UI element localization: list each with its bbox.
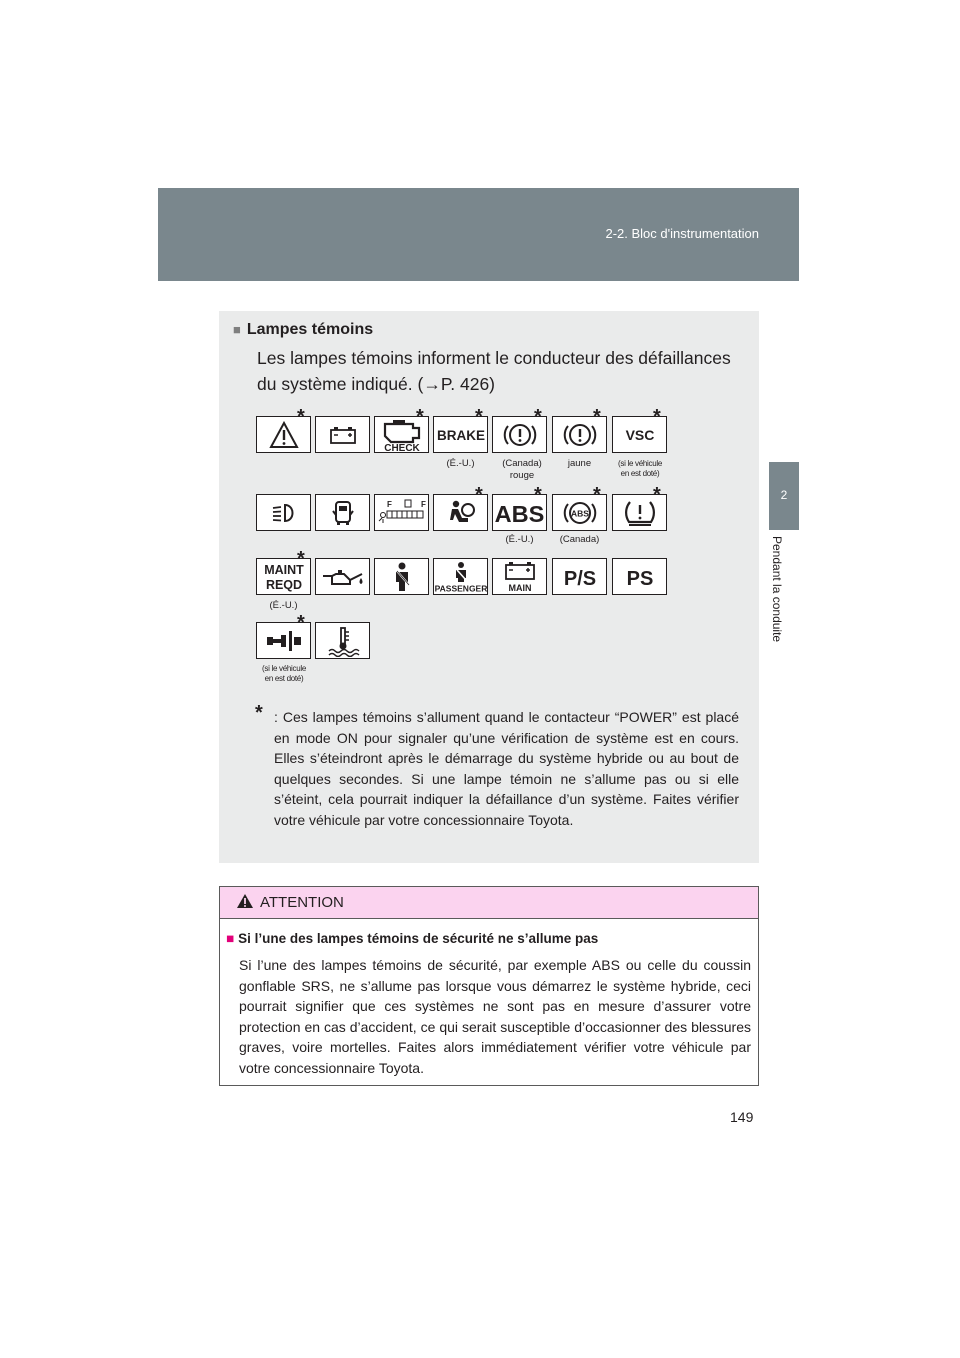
chapter-tab <box>769 462 799 530</box>
charging-system-icon <box>315 416 370 453</box>
footnote <box>255 702 739 830</box>
svg-text:F: F <box>420 499 426 509</box>
section-title: 2-2. Bloc d'instrumentation <box>605 226 759 241</box>
chapter-label: Pendant la conduite <box>770 536 784 643</box>
abs-canada-icon <box>552 494 607 531</box>
caption-canada: (Canada) <box>502 458 542 469</box>
page-number: 149 <box>730 1109 754 1125</box>
main-text: MAIN <box>508 582 531 593</box>
abs-small-text: ABS <box>570 508 589 518</box>
bullet-square-icon: ■ <box>226 931 235 946</box>
maint-text: MAINT <box>263 562 304 577</box>
warning-title: Si l’une des lampes témoins de sécurité ne s’allume pas <box>238 931 599 946</box>
tire-pressure-icon <box>612 494 667 531</box>
caption-abs-us: (É.-U.) <box>505 534 534 545</box>
power-steering-ps-icon <box>612 558 667 595</box>
abs-text: ABS <box>494 500 545 527</box>
brake-text: BRAKE <box>436 427 485 443</box>
high-coolant-temperature-icon <box>315 622 370 659</box>
headlight-indicator-icon <box>256 494 311 531</box>
brake-system-canada-red-icon <box>492 416 547 453</box>
ps-slash-text: P/S <box>563 567 596 589</box>
passenger-seat-belt-icon <box>433 558 488 595</box>
caption-vsc-if-equipped <box>609 459 671 479</box>
low-fuel-icon <box>374 494 429 531</box>
brake-system-yellow-icon <box>552 416 607 453</box>
caption-equipped: en est doté) <box>264 674 304 683</box>
panel-title-row <box>233 321 373 339</box>
panel-title: Lampes témoins <box>246 321 374 338</box>
svg-text:F: F <box>386 499 392 509</box>
caption-canada-red <box>492 458 552 482</box>
srs-airbag-icon <box>433 494 488 531</box>
warning-box <box>219 886 759 1086</box>
caption-red: rouge <box>509 470 535 481</box>
caption-if-vehicle: (si le véhicule <box>618 459 662 468</box>
maintenance-required-icon <box>256 558 311 595</box>
check-engine-icon <box>374 416 429 453</box>
abs-us-icon <box>492 494 547 531</box>
master-warning-icon <box>256 416 311 453</box>
caption-maint-us: (É.-U.) <box>269 600 298 611</box>
main-battery-icon <box>492 558 547 595</box>
warning-body: Si l’une des lampes témoins de sécurité, par exemple ABS ou celle du coussin gonflable SRS, ne s’allume pas lorsque vous démarrez le système hybride, ceci pourrait signifier que ces systèmes ne sont pas en mesure d’assurer votre protection en cas d’accident, ce qui serait susceptible d’occasionner des blessures graves, voire mortelles. Faites alors immédiatement vérifier votre véhicule par votre concessionnaire Toyota. <box>239 957 751 1076</box>
open-door-icon <box>315 494 370 531</box>
warning-triangle-icon <box>236 893 254 909</box>
brake-system-text-icon <box>433 416 488 453</box>
indicator-lamps-panel <box>219 311 759 863</box>
reqd-text: REQD <box>265 577 302 592</box>
warning-label: ATTENTION <box>260 894 344 911</box>
seat-belt-reminder-icon <box>374 558 429 595</box>
cruise-control-indicator-icon <box>256 622 311 659</box>
footnote-text: : Ces lampes témoins s’allument quand le contacteur “POWER” est placé en mode ON pour signaler qu’une vérification de système est en cours. Elles s’éteindront après le démarrage du système hybride ou au bout de quelques secondes. Si une lampe témoin ne s’allume pas ou si elle s’éteint, cela pourrait indiquer la défaillance d’un système. Faites vérifier votre véhicule par votre concessionnaire Toyota. <box>274 709 739 828</box>
section-header <box>158 188 799 281</box>
vsc-text: VSC <box>625 426 654 443</box>
chapter-number: 2 <box>780 488 788 502</box>
passenger-text: PASSENGER <box>434 583 487 593</box>
warning-header <box>220 887 758 919</box>
caption-equipped: en est doté) <box>620 469 660 478</box>
low-oil-pressure-icon <box>315 558 370 595</box>
bullet-square-icon: ■ <box>233 322 241 337</box>
check-text: CHECK <box>383 442 420 452</box>
footnote-asterisk: * <box>255 702 263 724</box>
caption-yellow: jaune <box>567 458 592 469</box>
caption-row4-if-equipped <box>253 664 315 684</box>
ps-text: PS <box>626 567 653 589</box>
vsc-icon <box>612 416 667 453</box>
caption-brake-us: (É.-U.) <box>446 458 475 469</box>
panel-intro: Les lampes témoins informent le conducteur des défaillances du système indiqué. (→P. 426) <box>257 348 731 394</box>
caption-if-vehicle: (si le véhicule <box>262 664 306 673</box>
power-steering-ps-slash-icon <box>552 558 607 595</box>
warning-title-row <box>226 931 598 946</box>
caption-abs-canada: (Canada) <box>559 534 600 545</box>
